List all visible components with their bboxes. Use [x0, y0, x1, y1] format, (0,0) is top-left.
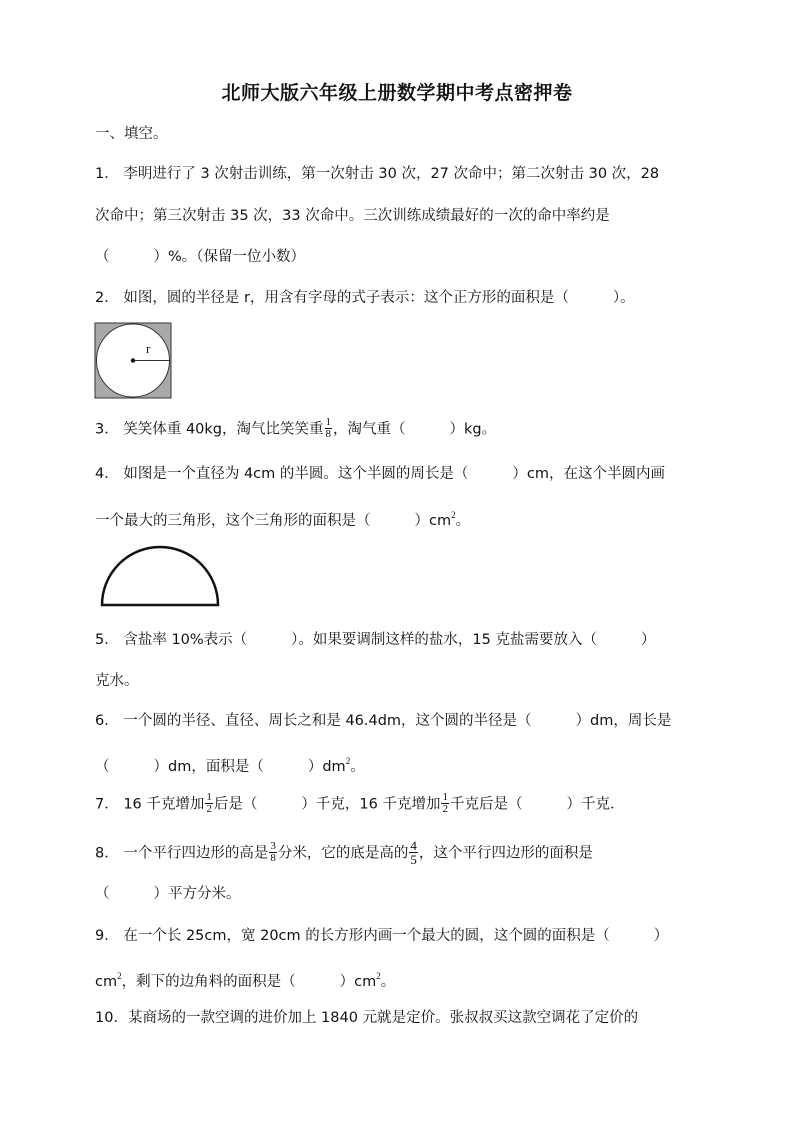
center-dot: [131, 358, 135, 362]
question-5-line-2: 克水。: [95, 673, 139, 689]
q4-text-e: 。: [455, 512, 471, 529]
page-title: 北师大版六年级上册数学期中考点密押卷: [221, 82, 573, 104]
q9-text-f: 。: [380, 973, 396, 990]
q9-superscript-1: 2: [117, 971, 122, 981]
q7-fraction-1: [205, 792, 213, 815]
question-8-line-1: [95, 840, 593, 867]
q3-text-b: ，淘气重（: [333, 421, 406, 438]
q3-fraction: [325, 417, 333, 440]
q8-text-a: 8． 一个平行四边形的高是: [95, 845, 269, 862]
q3-text-a: 3． 笑笑体重 40kg，淘气比笑笑重: [95, 421, 324, 438]
question-2: [95, 288, 635, 308]
q8-frac1-numerator: 3: [270, 840, 276, 852]
q5-text-a: 5． 含盐率 10%表示（: [95, 632, 248, 648]
question-9-line-1: [95, 926, 668, 946]
question-9-line-2: [95, 967, 395, 992]
q5-text-c: ）: [640, 632, 656, 648]
q6-text-e: ）dm: [307, 758, 346, 775]
q3-text-c: ）kg。: [449, 421, 497, 438]
q8-text-b: 分米，它的底是高的: [277, 845, 409, 862]
question-4-line-2: [95, 506, 470, 531]
question-3: [95, 418, 496, 441]
q7-text-a: 7． 16 千克增加: [95, 796, 205, 813]
question-8-line-2: [95, 884, 241, 904]
q6-text-d: ）dm，面积是（: [153, 758, 264, 775]
q8-text-d: （: [95, 886, 110, 902]
q4-text-d: ）cm: [414, 512, 452, 529]
question-1-line-3: [95, 247, 305, 267]
q7-fraction-2: [441, 792, 449, 815]
q7-frac1-denominator: 2: [206, 803, 212, 815]
q3-frac-numerator: 1: [325, 416, 331, 428]
q8-fraction-1: [269, 841, 277, 864]
square-circle-figure: [94, 322, 174, 400]
q7-text-c: ）千克，16 千克增加: [301, 796, 441, 813]
question-1-line-1: 1． 李明进行了 3 次射击训练，第一次射击 30 次，27 次命中；第二次射击 30 次，28: [95, 166, 660, 182]
q8-fraction-2: [409, 839, 418, 866]
q8-frac2-numerator: 4: [410, 838, 417, 853]
q4-text-a: 4． 如图是一个直径为 4cm 的半圆。这个半圆的周长是（: [95, 466, 469, 482]
semicircle-figure: [98, 542, 224, 610]
question-6-line-1: [95, 711, 671, 731]
q4-text-c: 一个最大的三角形，这个三角形的面积是（: [95, 512, 371, 529]
q7-text-e: ）千克．: [566, 796, 625, 813]
radius-label: r: [146, 341, 151, 356]
q8-frac2-denominator: 5: [410, 852, 417, 867]
q9-text-a: 9． 在一个长 25cm，宽 20cm 的长方形内画一个最大的圆，这个圆的面积是（: [95, 928, 610, 944]
q1-blank-close: ）%。（保留一位小数）: [153, 249, 306, 265]
question-1-line-2: 次命中；第三次射击 35 次，33 次命中。三次训练成绩最好的一次的命中率约是: [95, 208, 610, 224]
q6-text-f: 。: [350, 758, 365, 775]
q2-text-b: ）。: [612, 290, 635, 306]
q9-superscript-2: 2: [376, 971, 381, 981]
q6-superscript: 2: [345, 756, 351, 766]
semicircle-shape: [102, 547, 218, 605]
q9-text-b: ）: [653, 928, 669, 944]
q7-text-b: 后是（: [213, 796, 258, 813]
q9-text-c: cm: [95, 973, 118, 990]
question-5-line-1: [95, 630, 655, 650]
question-4-line-1: [95, 464, 665, 484]
q8-text-c: ，这个平行四边形的面积是: [418, 845, 593, 862]
q2-text-a: 2． 如图，圆的半径是 r，用含有字母的式子表示：这个正方形的面积是（: [95, 290, 569, 306]
question-7: [95, 793, 624, 816]
q7-text-d: 千克后是（: [449, 796, 523, 813]
q1-blank-open: （: [95, 249, 110, 265]
q8-text-e: ）平方分米。: [153, 886, 241, 902]
question-10-line-1: 10．某商场的一款空调的进价加上 1840 元就是定价。张叔叔买这款空调花了定价的: [95, 1010, 639, 1026]
q6-text-b: ）dm，周长是: [575, 713, 672, 729]
q6-text-c: （: [95, 758, 110, 775]
q8-frac1-denominator: 8: [270, 852, 276, 864]
q4-text-b: ）cm，在这个半圆内画: [512, 466, 665, 482]
q4-superscript: 2: [451, 510, 456, 520]
q7-frac1-numerator: 1: [206, 791, 212, 803]
question-6-line-2: [95, 752, 365, 777]
q3-frac-denominator: 8: [325, 428, 331, 440]
q5-text-b: ）。如果要调制这样的盐水，15 克盐需要放入（: [291, 632, 597, 648]
q9-text-d: ，剩下的边角料的面积是（: [121, 973, 296, 990]
q7-frac2-numerator: 1: [442, 791, 448, 803]
section-heading: 一、填空。: [95, 126, 168, 142]
q9-text-e: ）cm: [339, 973, 377, 990]
q7-frac2-denominator: 2: [442, 803, 448, 815]
q6-text-a: 6． 一个圆的半径、直径、周长之和是 46.4dm，这个圆的半径是（: [95, 713, 532, 729]
